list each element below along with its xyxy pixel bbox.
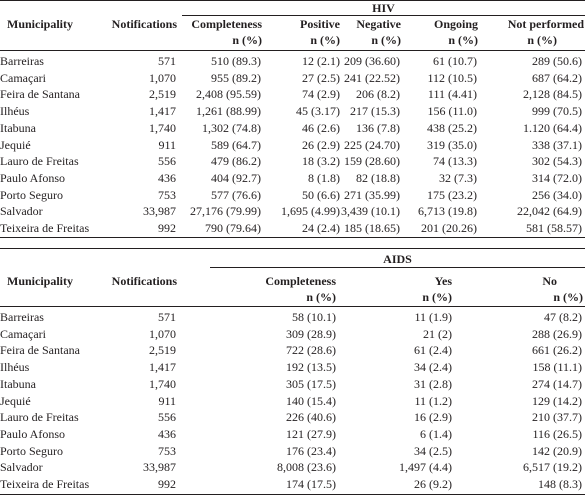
aids-cell-municipality: Lauro de Freitas bbox=[0, 410, 79, 425]
hiv-cell-completeness: 2,408 (95.59) bbox=[196, 87, 261, 102]
hiv-cell-ongoing: 61 (10.7) bbox=[433, 54, 477, 68]
aids-cell-yes: 26 (9.2) bbox=[414, 477, 452, 491]
aids-cell-yes: 34 (2.4) bbox=[414, 360, 452, 375]
hiv-cell-municipality: Barreiras bbox=[0, 54, 44, 68]
hiv-cell-completeness: 790 (79.64) bbox=[205, 221, 261, 235]
hiv-cell-not-performed: 687 (64.2) bbox=[532, 70, 582, 85]
hiv-cell-not-performed: 302 (54.3) bbox=[532, 154, 582, 169]
aids-cell-completeness: 140 (15.4) bbox=[286, 393, 336, 408]
aids-cell-yes: 6 (1.4) bbox=[420, 426, 452, 441]
aids-cell-no: 129 (14.2) bbox=[532, 393, 582, 408]
hiv-cell-completeness: 479 (86.2) bbox=[211, 154, 261, 169]
hiv-cell-ongoing: 156 (11.0) bbox=[427, 104, 477, 119]
hiv-cell-positive: 50 (6.6) bbox=[302, 187, 340, 202]
hiv-cell-positive: 45 (3.17) bbox=[296, 104, 340, 119]
aids-header-yes-unit: n (%) bbox=[422, 290, 452, 304]
hiv-cell-notifications: 2,519 bbox=[149, 87, 176, 102]
hiv-cell-positive: 12 (2.1) bbox=[302, 54, 340, 68]
hiv-cell-ongoing: 438 (25.2) bbox=[427, 120, 477, 135]
hiv-cell-completeness: 27,176 (79.99) bbox=[190, 204, 261, 219]
hiv-cell-municipality: Itabuna bbox=[0, 120, 36, 135]
aids-cell-yes: 11 (1.9) bbox=[414, 310, 452, 324]
hiv-header-negative: Negative bbox=[356, 17, 401, 31]
aids-header-notifications: Notifications bbox=[111, 274, 177, 288]
aids-cell-notifications: 571 bbox=[158, 310, 176, 324]
aids-cell-yes: 31 (2.8) bbox=[414, 376, 452, 391]
aids-cell-no: 210 (37.7) bbox=[532, 410, 582, 425]
hiv-cell-ongoing: 74 (13.3) bbox=[433, 154, 477, 169]
hiv-cell-negative: 206 (8.2) bbox=[356, 87, 400, 102]
hiv-cell-negative: 225 (24.70) bbox=[344, 137, 400, 152]
aids-header-no: No bbox=[542, 274, 557, 288]
aids-cell-no: 47 (8.2) bbox=[544, 310, 582, 324]
aids-cell-municipality: Itabuna bbox=[0, 376, 36, 391]
hiv-cell-positive: 74 (2.9) bbox=[302, 87, 340, 102]
hiv-cell-positive: 26 (2.9) bbox=[302, 137, 340, 152]
hiv-cell-notifications: 556 bbox=[158, 154, 176, 169]
hiv-header-completeness-unit: n (%) bbox=[232, 33, 262, 47]
hiv-cell-municipality: Paulo Afonso bbox=[0, 170, 66, 185]
hiv-cell-ongoing: 111 (4.41) bbox=[427, 87, 477, 102]
hiv-cell-negative: 209 (36.60) bbox=[344, 54, 400, 68]
hiv-cell-municipality: Jequié bbox=[0, 137, 31, 152]
hiv-header-rule bbox=[0, 50, 585, 51]
hiv-cell-notifications: 1,740 bbox=[149, 120, 176, 135]
aids-cell-notifications: 436 bbox=[158, 426, 176, 441]
hiv-cell-not-performed: 314 (72.0) bbox=[532, 170, 582, 185]
hiv-cell-completeness: 577 (76.6) bbox=[211, 187, 261, 202]
hiv-cell-completeness: 1,302 (74.8) bbox=[202, 120, 261, 135]
aids-cell-completeness: 8,008 (23.6) bbox=[277, 460, 336, 475]
aids-header-municipality: Municipality bbox=[7, 274, 74, 288]
aids-cell-yes: 16 (2.9) bbox=[414, 410, 452, 425]
aids-cell-municipality: Camaçari bbox=[0, 326, 46, 341]
hiv-cell-completeness: 589 (64.7) bbox=[211, 137, 261, 152]
aids-cell-yes: 34 (2.5) bbox=[414, 443, 452, 458]
aids-cell-municipality: Ilhéus bbox=[0, 360, 30, 375]
hiv-cell-negative: 185 (18.65) bbox=[344, 221, 400, 235]
hiv-cell-positive: 8 (1.8) bbox=[308, 170, 340, 185]
hiv-cell-not-performed: 256 (34.0) bbox=[532, 187, 582, 202]
aids-cell-completeness: 722 (28.6) bbox=[286, 343, 336, 358]
aids-cell-yes: 61 (2.4) bbox=[414, 343, 452, 358]
hiv-cell-positive: 24 (2.4) bbox=[302, 221, 340, 235]
aids-cell-no: 274 (14.7) bbox=[532, 376, 582, 391]
aids-cell-municipality: Barreiras bbox=[0, 310, 44, 324]
aids-cell-yes: 11 (1.2) bbox=[414, 393, 452, 408]
hiv-cell-positive: 27 (2.5) bbox=[302, 70, 340, 85]
aids-header-completeness-unit: n (%) bbox=[306, 290, 336, 304]
aids-cell-notifications: 911 bbox=[158, 393, 176, 408]
aids-cell-notifications: 2,519 bbox=[149, 343, 176, 358]
hiv-header-municipality: Municipality bbox=[7, 17, 74, 31]
hiv-cell-completeness: 404 (92.7) bbox=[211, 170, 261, 185]
aids-cell-notifications: 556 bbox=[158, 410, 176, 425]
hiv-cell-notifications: 33,987 bbox=[143, 204, 176, 219]
hiv-cell-not-performed: 581 (58.57) bbox=[526, 221, 582, 235]
hiv-cell-negative: 82 (18.8) bbox=[356, 170, 400, 185]
hiv-header-negative-unit: n (%) bbox=[371, 33, 401, 47]
hiv-cell-negative: 159 (28.60) bbox=[344, 154, 400, 169]
hiv-cell-ongoing: 32 (7.3) bbox=[439, 170, 477, 185]
hiv-cell-negative: 241 (22.52) bbox=[344, 70, 400, 85]
hiv-group-header: HIV bbox=[372, 1, 395, 15]
aids-group-underline bbox=[210, 267, 585, 268]
aids-cell-notifications: 1,070 bbox=[149, 326, 176, 341]
hiv-cell-positive: 1,695 (4.99) bbox=[281, 204, 340, 219]
aids-cell-municipality: Jequié bbox=[0, 393, 31, 408]
hiv-cell-not-performed: 1.120 (64.4) bbox=[523, 120, 582, 135]
aids-cell-no: 148 (8.3) bbox=[538, 477, 582, 491]
hiv-group-underline bbox=[182, 15, 585, 16]
aids-cell-completeness: 305 (17.5) bbox=[286, 376, 336, 391]
hiv-cell-municipality: Feira de Santana bbox=[0, 87, 80, 102]
hiv-cell-notifications: 753 bbox=[158, 187, 176, 202]
aids-group-header: AIDS bbox=[383, 252, 412, 266]
aids-cell-notifications: 753 bbox=[158, 443, 176, 458]
aids-cell-no: 158 (11.1) bbox=[532, 360, 582, 375]
hiv-cell-completeness: 510 (89.3) bbox=[211, 54, 261, 68]
hiv-cell-ongoing: 201 (20.26) bbox=[421, 221, 477, 235]
hiv-cell-not-performed: 289 (50.6) bbox=[532, 54, 582, 68]
aids-cell-yes: 1,497 (4.4) bbox=[399, 460, 452, 475]
aids-header-rule bbox=[0, 306, 585, 307]
hiv-cell-municipality: Porto Seguro bbox=[0, 187, 63, 202]
aids-bottom-rule bbox=[0, 494, 585, 495]
aids-cell-no: 142 (20.9) bbox=[532, 443, 582, 458]
hiv-header-completeness: Completeness bbox=[191, 17, 262, 31]
aids-cell-municipality: Feira de Santana bbox=[0, 343, 80, 358]
aids-cell-completeness: 121 (27.9) bbox=[286, 426, 336, 441]
aids-cell-municipality: Teixeira de Freitas bbox=[0, 477, 90, 491]
hiv-bottom-rule bbox=[0, 237, 585, 238]
hiv-cell-negative: 3,439 (10.1) bbox=[341, 204, 400, 219]
aids-cell-completeness: 192 (13.5) bbox=[286, 360, 336, 375]
aids-header-no-unit: n (%) bbox=[553, 290, 583, 304]
hiv-header-not-performed: Not performed bbox=[507, 17, 584, 31]
hiv-header-notifications: Notifications bbox=[111, 17, 177, 31]
aids-cell-municipality: Paulo Afonso bbox=[0, 426, 66, 441]
hiv-cell-not-performed: 22,042 (64.9) bbox=[517, 204, 582, 219]
hiv-cell-positive: 18 (3.2) bbox=[302, 154, 340, 169]
hiv-cell-notifications: 992 bbox=[158, 221, 176, 235]
aids-cell-notifications: 1,417 bbox=[149, 360, 176, 375]
aids-cell-municipality: Porto Seguro bbox=[0, 443, 63, 458]
aids-cell-no: 661 (26.2) bbox=[532, 343, 582, 358]
hiv-cell-municipality: Ilhéus bbox=[0, 104, 30, 119]
hiv-cell-municipality: Lauro de Freitas bbox=[0, 154, 79, 169]
hiv-cell-positive: 46 (2.6) bbox=[302, 120, 340, 135]
aids-cell-notifications: 33,987 bbox=[143, 460, 176, 475]
aids-header-yes: Yes bbox=[434, 274, 452, 288]
aids-cell-completeness: 309 (28.9) bbox=[286, 326, 336, 341]
hiv-cell-notifications: 911 bbox=[158, 137, 176, 152]
hiv-header-positive-unit: n (%) bbox=[310, 33, 340, 47]
aids-top-rule bbox=[0, 248, 585, 249]
aids-cell-no: 6,517 (19.2) bbox=[523, 460, 582, 475]
hiv-cell-municipality: Teixeira de Freitas bbox=[0, 221, 90, 235]
hiv-cell-ongoing: 175 (23.2) bbox=[427, 187, 477, 202]
aids-cell-municipality: Salvador bbox=[0, 460, 43, 475]
aids-cell-completeness: 176 (23.4) bbox=[286, 443, 336, 458]
aids-cell-notifications: 992 bbox=[158, 477, 176, 491]
hiv-cell-notifications: 1,417 bbox=[149, 104, 176, 119]
hiv-header-positive: Positive bbox=[300, 17, 340, 31]
hiv-cell-municipality: Camaçari bbox=[0, 70, 46, 85]
hiv-cell-not-performed: 338 (37.1) bbox=[532, 137, 582, 152]
hiv-header-not-performed-unit: n (%) bbox=[527, 33, 557, 47]
hiv-cell-ongoing: 319 (35.0) bbox=[427, 137, 477, 152]
hiv-cell-negative: 136 (7.8) bbox=[356, 120, 400, 135]
aids-cell-completeness: 58 (10.1) bbox=[292, 310, 336, 324]
hiv-cell-ongoing: 112 (10.5) bbox=[427, 70, 477, 85]
hiv-cell-not-performed: 2,128 (84.5) bbox=[523, 87, 582, 102]
aids-cell-notifications: 1,740 bbox=[149, 376, 176, 391]
aids-cell-completeness: 174 (17.5) bbox=[286, 477, 336, 491]
aids-header-completeness: Completeness bbox=[265, 274, 336, 288]
aids-cell-completeness: 226 (40.6) bbox=[286, 410, 336, 425]
hiv-cell-completeness: 1,261 (88.99) bbox=[196, 104, 261, 119]
hiv-cell-negative: 217 (15.3) bbox=[350, 104, 400, 119]
hiv-header-ongoing-unit: n (%) bbox=[448, 33, 478, 47]
hiv-cell-notifications: 1,070 bbox=[149, 70, 176, 85]
hiv-cell-notifications: 571 bbox=[158, 54, 176, 68]
aids-cell-yes: 21 (2) bbox=[423, 326, 452, 341]
hiv-cell-completeness: 955 (89.2) bbox=[211, 70, 261, 85]
aids-cell-no: 288 (26.9) bbox=[532, 326, 582, 341]
hiv-cell-notifications: 436 bbox=[158, 170, 176, 185]
hiv-cell-ongoing: 6,713 (19.8) bbox=[418, 204, 477, 219]
hiv-cell-negative: 271 (35.99) bbox=[344, 187, 400, 202]
hiv-cell-municipality: Salvador bbox=[0, 204, 43, 219]
hiv-header-ongoing: Ongoing bbox=[433, 17, 478, 31]
hiv-cell-not-performed: 999 (70.5) bbox=[532, 104, 582, 119]
aids-cell-no: 116 (26.5) bbox=[532, 426, 582, 441]
